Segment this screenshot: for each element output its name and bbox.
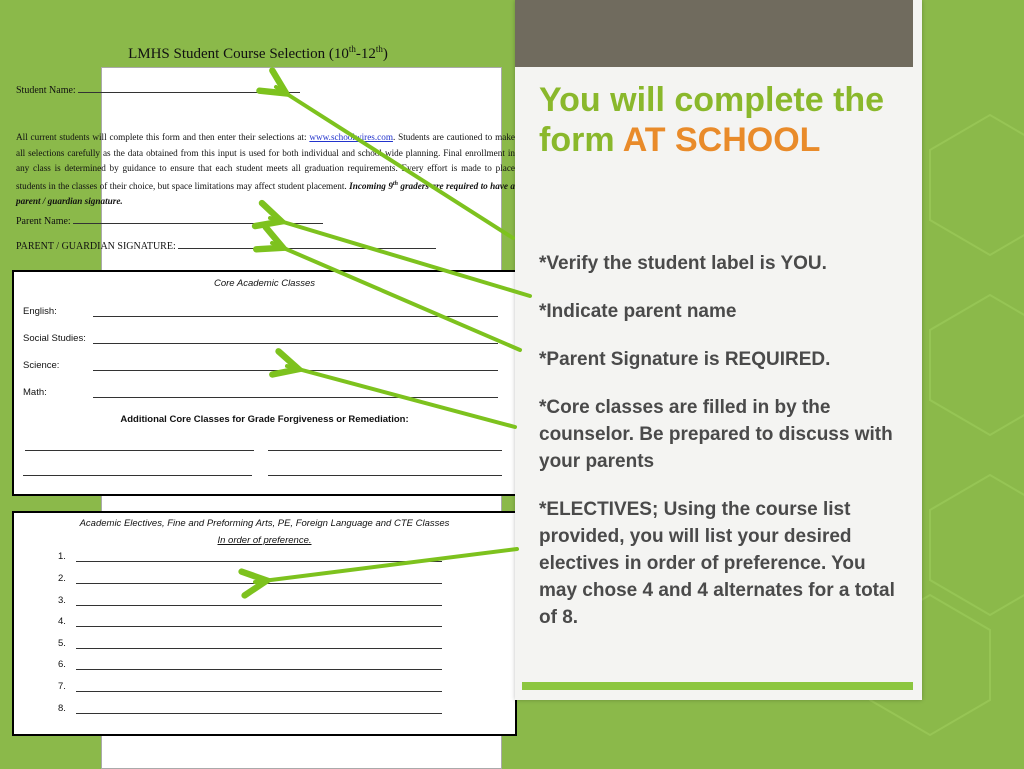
bullet-verify-label: *Verify the student label is YOU. [539,253,827,274]
form-title-text: -12 [355,46,376,62]
elective-number: 5. [58,638,66,649]
panel-headline [539,80,909,160]
elective-line [76,713,442,714]
schoolwires-link[interactable]: www.schoolwires.com [309,132,393,142]
social-studies-line [93,343,498,344]
form-title-text: ) [382,46,388,62]
english-line [93,316,498,317]
parent-signature-line [16,239,436,252]
parent-signature-rule [178,239,436,249]
additional-line [23,475,252,476]
additional-line [268,475,502,476]
paragraph-text: All current students will complete this form and then enter their selections at: [16,132,307,142]
instructions-paragraph [16,130,515,210]
social-studies-label: Social Studies: [23,333,86,344]
student-name-label: Student Name: [16,85,76,96]
bullet-parent-signature: *Parent Signature is REQUIRED. [539,349,831,370]
elective-line [76,561,442,562]
math-label: Math: [23,387,47,398]
additional-line [268,450,502,451]
elective-number: 3. [58,595,66,606]
bullet-core-classes: *Core classes are filled in by the counselor. Be prepared to discuss with your parents [539,397,893,472]
elective-line [76,583,442,584]
english-label: English: [23,306,57,317]
core-classes-heading: Core Academic Classes [213,278,316,289]
form-title-sup: th [375,44,383,54]
form-title-text: LMHS Student Course Selection (10 [128,46,349,62]
math-line [93,397,498,398]
electives-subheading: In order of preference. [217,535,312,546]
additional-line [25,450,254,451]
electives-box [12,511,517,736]
student-name-rule [78,83,300,93]
instruction-panel [515,0,922,700]
signature-requirement-text: graders are required to have a parent / guardian signature. [16,180,516,207]
parent-signature-label: PARENT / GUARDIAN SIGNATURE: [16,241,176,252]
elective-number: 1. [58,551,66,562]
signature-requirement-text: Incoming 9 [349,180,393,191]
elective-line [76,626,442,627]
headline-text: You will complete the form [539,81,885,159]
instruction-list [539,250,904,652]
form-title [0,44,516,63]
science-label: Science: [23,360,60,371]
elective-line [76,605,442,606]
student-name-line [16,83,300,96]
form-title-sup: th [348,44,356,54]
elective-number: 8. [58,703,66,714]
electives-heading: Academic Electives, Fine and Preforming Arts, PE, Foreign Language and CTE Classes [79,518,450,529]
bullet-parent-name: *Indicate parent name [539,301,737,322]
core-classes-box [12,270,517,496]
bullet-electives: *ELECTIVES; Using the course list provided, you will list your desired electives in order of preference. You may chose 4 and 4 alternates for a total of 8. [539,499,895,628]
elective-line [76,669,442,670]
headline-accent-text: AT SCHOOL [622,121,821,159]
elective-number: 2. [58,573,66,584]
panel-header-bar [515,0,913,67]
elective-number: 6. [58,659,66,670]
superscript: th [392,180,398,187]
science-line [93,370,498,371]
paragraph-text: . Students are cautioned to make all selections carefully as the data obtained from this input is used for both individual and school wide planning. Final enrollment in any class is determined by guidance to ensure that each student meets all graduation requirements. Every effort is made to place students in the classes of their choice, but space limitations may affect student placement. [16,132,515,191]
panel-footer-bar [522,682,913,690]
elective-number: 7. [58,681,66,692]
elective-number: 4. [58,616,66,627]
elective-line [76,648,442,649]
parent-name-label: Parent Name: [16,216,71,227]
parent-name-line [16,214,323,227]
elective-line [76,691,442,692]
parent-name-rule [73,214,323,224]
additional-core-heading: Additional Core Classes for Grade Forgiveness or Remediation: [120,414,409,425]
